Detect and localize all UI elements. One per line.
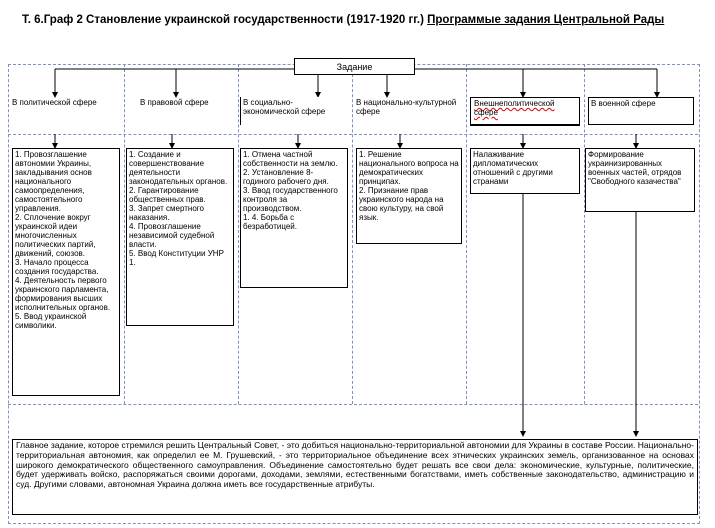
task-item: 1. Создание и совершенствование деятельности законодательных органов. (129, 150, 228, 186)
frame-col-divider (352, 64, 353, 404)
frame-col-divider (466, 64, 467, 404)
task-box-cultural (356, 148, 462, 244)
category-foreign (470, 97, 580, 125)
task-item: 5. Ввод Конституции УНР (129, 249, 224, 258)
summary-box (12, 439, 698, 515)
title-prefix: Т. 6.Граф 2 Становление украинской государственности (1917-1920 гг.) (22, 14, 428, 26)
task-item: 1. (129, 258, 136, 267)
task-item: 1. Отмена частной собственности на землю. (243, 150, 338, 168)
task-item: 5. Ввод украинской символики. (15, 312, 87, 330)
frame-row-divider (8, 404, 698, 405)
task-item: 2. Гарантирование общественных прав. (129, 186, 206, 204)
category-military (588, 97, 694, 125)
task-box-political (12, 148, 120, 396)
category-socioeconomic (240, 97, 350, 125)
task-item: 2. Установление 8-годиного рабочего дня. (243, 168, 329, 186)
category-socioeconomic-label: В социально-экономической сфере (243, 98, 326, 116)
task-item: 3. Ввод государственного контроля за производством. (243, 186, 338, 213)
task-item: 4. Провозглашение независимой судебной власти. (129, 222, 215, 249)
frame-col-divider (584, 64, 585, 404)
root-node: Задание (294, 58, 415, 75)
category-legal: В правовой сфере (140, 98, 209, 107)
category-cultural: В национально-культурной сфере (356, 98, 457, 116)
page-title (22, 14, 702, 26)
task-item: 1. 4. Борьба с безработицей. (243, 213, 297, 231)
category-military-label: В военной сфере (591, 99, 656, 108)
task-item: 1. Провозглашение автономии Украины, закладывания основ национального самоопределения, самостоятельного управления. (15, 150, 92, 213)
task-box-socioeconomic (240, 148, 348, 288)
task-item: 4. Деятельность первого украинского парламента, формирования высших исполнительных органов. (15, 276, 111, 312)
task-item: 1. Решение национального вопроса на демократических принципах. (359, 150, 459, 186)
task-item: 2. Сплочение вокруг украинской идеи многочисленных политических партий, движений, союзов. (15, 213, 96, 258)
task-item: 3. Запрет смертного наказания. (129, 204, 204, 222)
task-box-legal (126, 148, 234, 326)
task-box-foreign (470, 148, 580, 194)
title-underlined: Программые задания Центральной Рады (427, 14, 665, 26)
task-item: 3. Начало процесса создания государства. (15, 258, 99, 276)
frame-col-divider (238, 64, 239, 404)
category-political: В политической сфере (12, 98, 97, 107)
summary-text: Главное задание, которое стремился решить Центральный Совет, - это добиться национально-территориальной автономии для Украины в составе России. Национально-территориальная автономия, как определил ее М. Грушевский, - это территориальное объединение всех этнических украинских земель, организованное на основах широкого демократического общественного самоуправления. Объединение самостоятельно будет решать все свои дела: экономические, культурные, политические, будет удерживать войско, распоряжаться своими дорогами, доходами, землями, естественными богатствами, иметь собственные законодательство, администрацию и суд. Другими словами, автономная Украина должна иметь все государственные атрибуты. (16, 440, 694, 490)
task-box-military (585, 148, 695, 212)
task-item: 2. Признание прав украинского народа на свою культуру, на свой язык. (359, 186, 444, 222)
task-item: Формирование украинизированных военных частей, отрядов "Свободного казачества" (588, 150, 682, 186)
frame-row-divider (8, 134, 698, 135)
frame-col-divider (124, 64, 125, 404)
task-item: Налаживание дипломатических отношений с другими странами (473, 150, 553, 186)
category-foreign-label: Внешнеполитической сфере (474, 99, 555, 117)
